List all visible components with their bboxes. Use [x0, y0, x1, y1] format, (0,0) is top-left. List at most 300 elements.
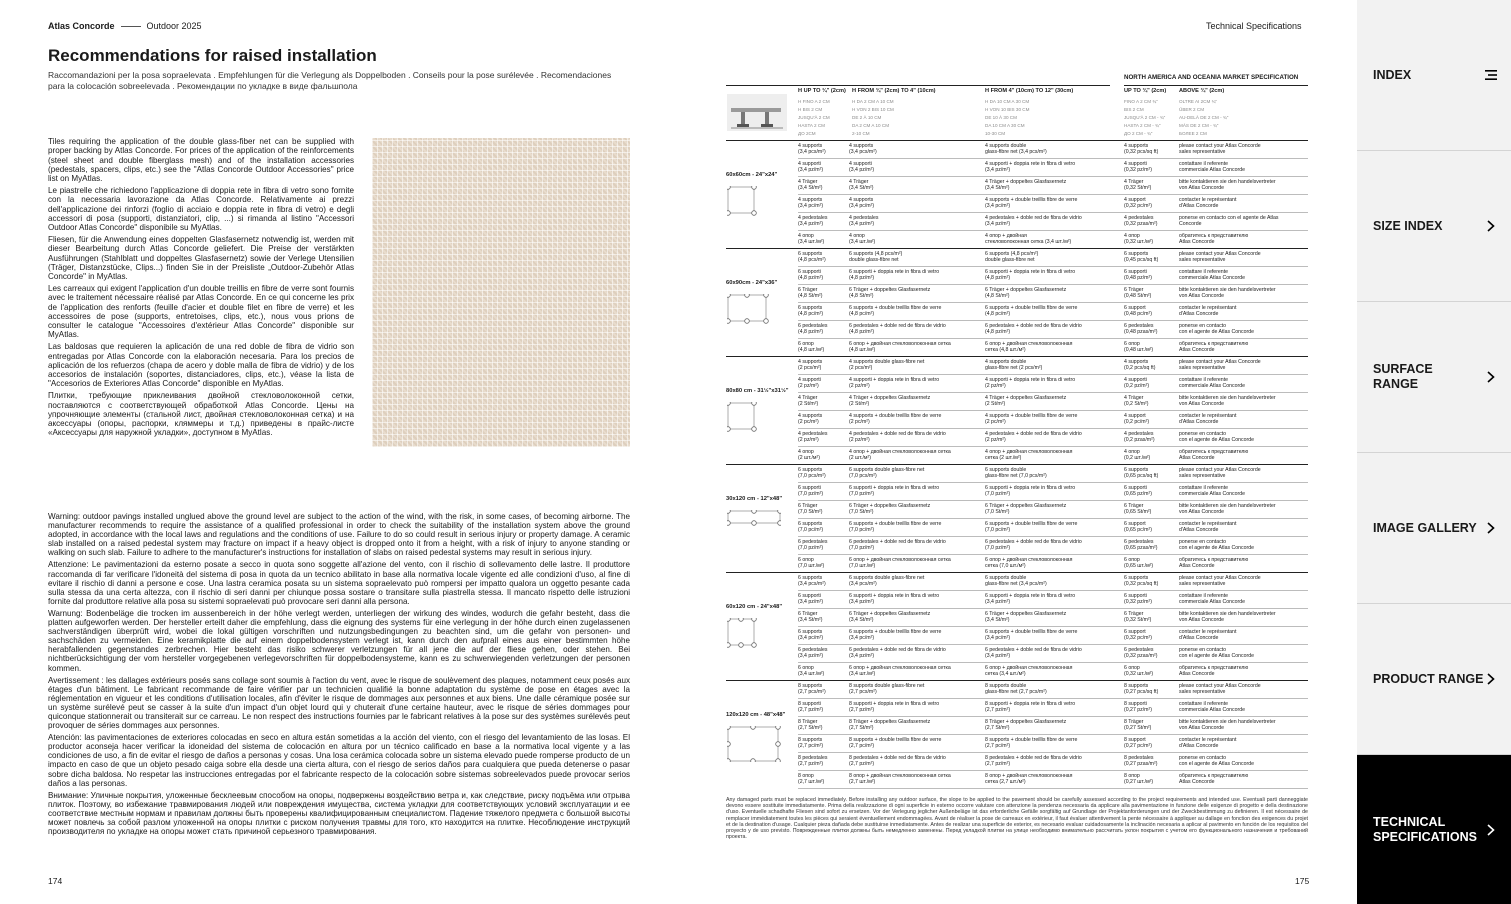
- spec-cell: please contact your Atlas Concorde sales representative: [1179, 143, 1261, 156]
- spec-cell: 6 опор (7,0 шт./м²): [798, 557, 825, 570]
- spec-cell: обратитесь к представителю Atlas Concorde: [1179, 233, 1249, 246]
- spec-cell: 6 pedestales (0,32 pzas/m²): [1124, 647, 1158, 660]
- spec-row: [798, 357, 1308, 375]
- spec-cell: 6 supports (0,65 pcs/sq ft): [1124, 467, 1159, 480]
- spec-cell: 6 supports + double treillis fibre de verre (7,0 pc/m²): [849, 521, 942, 534]
- spec-cell: 6 supporti (0,48 pz/m²): [1124, 269, 1152, 282]
- collection-name: Outdoor 2025: [146, 21, 202, 31]
- height-label: HASTA 2 CM - ¾": [1124, 123, 1161, 128]
- spec-group: [726, 356, 1308, 464]
- col-header-3: H FROM 4" (10cm) TO 12" (30cm): [985, 88, 1074, 94]
- spec-cell: 6 supports (7,0 pcs/m²): [798, 467, 826, 480]
- spec-row: [798, 663, 1308, 681]
- spec-cell: 4 Träger + doppeltes Glasfasernetz (3,4 St/m²): [985, 179, 1067, 192]
- height-label: H DA 2 CM A 10 CM: [852, 99, 894, 104]
- spec-cell: 6 Träger + doppeltes Glasfasernetz (4,8 St/m²): [849, 287, 931, 300]
- spec-cell: 6 Träger + doppeltes Glasfasernetz (3,4 St/m²): [849, 611, 931, 624]
- spec-group: [726, 572, 1308, 680]
- spec-row: [798, 645, 1308, 663]
- spec-row: [798, 519, 1308, 537]
- tile-size-label: 60x90cm - 24"x36": [726, 280, 778, 286]
- spec-cell: 4 supports (3,4 pc/m²): [798, 197, 824, 210]
- recommendation-en: Tiles requiring the application of the double glass-fiber net can be supplied with proper backing by Atlas Concorde. For prices of the application of the reinforcements (steel sheet and double fiberglass mesh) and of the installation accessories (pedestals, spacers, clips, etc.) see the "Atlas Concorde Outdoor Accessories" price list on MyAtlas.: [48, 137, 354, 184]
- spec-cell: 6 supports + double treillis fibre de verre (4,8 pc/m²): [985, 305, 1078, 318]
- pedestal-layout-icon: [727, 726, 781, 762]
- spec-cell: 6 опор (4,8 шт./м²): [798, 341, 825, 354]
- spec-cell: 8 Träger + doppeltes Glasfasernetz (2,7 St/m²): [985, 719, 1067, 732]
- spec-cell: 6 supports (4,8 pc/m²): [798, 305, 824, 318]
- col-header-4: UP TO ¾" (2cm): [1124, 88, 1167, 94]
- page-number-left: 174: [48, 876, 63, 886]
- spec-row: [798, 681, 1308, 699]
- spec-cell: 6 supports double glass-fibre net (7,0 pcs/m²): [985, 467, 1047, 480]
- spec-row: [798, 771, 1308, 789]
- spec-cell: 6 Träger + doppeltes Glasfasernetz (4,8 St/m²): [985, 287, 1067, 300]
- height-label: ДО 2 СМ - ¾": [1124, 131, 1153, 136]
- spec-cell: 4 pedestales (3,4 pz/m²): [849, 215, 879, 228]
- spec-cell: 6 supporti (0,32 pz/m²): [1124, 593, 1152, 606]
- spec-row: [798, 609, 1308, 627]
- spec-cell: 6 supporti + doppia rete in fibra di vetro (4,8 pz/m²): [849, 269, 940, 282]
- spec-cell: contattare il referente commerciale Atlas Concorde: [1179, 485, 1246, 498]
- spec-cell: 6 supports (3,4 pcs/m²): [798, 575, 826, 588]
- spec-row: [798, 465, 1308, 483]
- spec-cell: 6 supporti + doppia rete in fibra di vetro (3,4 pz/m²): [849, 593, 940, 606]
- tile-size-label: 80x80 cm - 31½"x31½": [726, 388, 789, 394]
- na-market-title: NORTH AMERICA AND OCEANIA MARKET SPECIFICATION: [1124, 74, 1299, 81]
- chevron-right-icon: [1485, 673, 1497, 685]
- spec-cell: 6 pedestales (0,65 pzas/m²): [1124, 539, 1158, 552]
- spec-cell: 4 supports (2 pc/m²): [798, 413, 823, 426]
- spec-cell: contattare il referente commerciale Atlas Concorde: [1179, 377, 1246, 390]
- spec-cell: 8 supporti (2,7 pz/m²): [798, 701, 824, 714]
- height-label: ÜBER 2 CM: [1179, 107, 1205, 112]
- height-label: H VON 2 BIS 10 CM: [852, 107, 894, 112]
- spec-row: [798, 249, 1308, 267]
- spec-cell: 6 Träger + doppeltes Glasfasernetz (3,4 St/m²): [985, 611, 1067, 624]
- spec-cell: 4 supporti (3,4 pz/m²): [849, 161, 875, 174]
- warning-ru: Внимание: Уличные покрытия, уложенные бесклеевым способом на опоры, подвержены воздействию ветра и, как следствие, риску подъёма или отрыва плиток. Поэтому, во избежание травмирования людей или повреждения имущества, система укладки для соответствующих условий эксплуатации и ее соответствие местным нормам и правилам должны быть проверены квалифицированным специалистом. Падение тяжелого предмета с большой высоты может повлечь за собой разлом уложенной на опоры плитки с риском получения травмы для того, кто находится на плитке. Несоблюдение инструкций производителя по укладке на опоры может стать причиной серьезного травмирования.: [48, 790, 630, 837]
- spec-cell: 4 pedestales (3,4 pz/m²): [798, 215, 828, 228]
- spec-row: [798, 285, 1308, 303]
- spec-cell: 6 Träger (0,32 St/m²): [1124, 611, 1152, 624]
- warning-it: Attenzione: Le pavimentazioni da esterno posate a secco in quota sono soggette all'azione del vento, con il rischio di sollevamento delle lastre. Il produttore raccomanda di far verificare l'idoneità del sistema di posa in quota da un tecnico abilitato in base alla normativa locale vigente ed alle condizioni d'uso, al fine di evitare il rischio di danni a persone e cose. Una lastra ceramica posata su un sistema sopraelevato può rompersi per impatto qualora un oggetto pesante cada sulla stessa da una certa altezza, con il rischio di seri danni per chiunque possa sostare o transitare sulla piastrella stessa. Il mancato rispetto delle istruzioni fornite dal produttore relative alla posa su sistemi sopraelevati può provocare seri danni alla persona.: [48, 560, 630, 606]
- chevron-right-icon: [1485, 371, 1497, 383]
- spec-row: [798, 735, 1308, 753]
- spec-cell: 6 support (0,32 pc/m²): [1124, 629, 1152, 642]
- spec-notes: Any damaged parts must be replaced immediately. Before installing any outdoor surface, the slope to be applied to the pavement should be carefully assessed according to the project requirements and intended use. Eventuali parti danneggiate devono essere sostituite immediatamente. Prima della realizzazione di ogni superficie in esterno occorre valutare con attenzione la pendenza necessaria da applicare alla pavimentazione in funzione delle esigenze di progetto e della destinazione d'uso. Eventuelle schadhafte Fliesen sind sofort zu ersetzen. Vor der Verlegung jeglicher Außenbeläge ist das erforderliche Gefälle sorgfältig auf Grundlage der Projektanforderungen und der Zweckbestimmung zu definieren. Il est nécessaire de remplacer immédiatement toutes les pièces qui seraient éventuellement endommagées. Avant de réaliser la pose de carreaux en extérieur, il faut évaluer attentivement la pente nécessaire à appliquer au dallage en fonction des exigences du projet et de la destination d'usage. Cualquier pieza dañada debe sustituirse inmediatamente. Antes de realizar una superficie de exterior, es necesario evaluar cuidadosamente la inclinación necesaria a aplicar al pavimento en función de los requisitos del proyecto y de uso previsto. Поврежденные плитки должны быть немедленно заменены. Перед укладкой плитки на улице необходимо внимательно рассчитать уклон покрытия с учетом его функционального назначения и требований проекта.: [726, 797, 1308, 841]
- spec-cell: 8 pedestales + doble red de fibra de vidrio (2,7 pz/m²): [985, 755, 1082, 768]
- warning-es: Atención: las pavimentaciones de exteriores colocadas en seco en altura están sometidas a la acción del viento, con el riesgo del levantamiento de las losas. El productor aconseja hacer verificar la idoneidad del sistema de colocación en altura por un técnico calificado en base a la normativa local vigente y a las condiciones de uso, a fin de evitar el riesgo de daños a personas y cosas. Una losa cerámica colocada sobre un sistema elevado puede romperse producto de un impacto en caso de que un objeto pesado caiga sobre ella desde una cierta altura, con el riesgo de serios daños para cualquiera que pueda detenerse o pasar sobre dicha baldosa. No respetar las instrucciones entregadas por el fabricante respecto de la colocación sobre sistemas sobreelevados puede provocar serios daños a las personas.: [48, 733, 630, 788]
- spec-cell: 4 pedestales + doble red de fibra de vidrio (2 pz/m²): [985, 431, 1082, 444]
- spec-cell: 6 pedestales + doble red de fibra de vidrio (3,4 pz/m²): [985, 647, 1082, 660]
- height-label: BIS 2 CM: [1124, 107, 1144, 112]
- spec-cell: bitte kontaktieren sie den handelsvertreter von Atlas Concorde: [1179, 287, 1276, 300]
- nav-item-size-index[interactable]: [1357, 151, 1511, 302]
- spec-cell: 6 supports double glass-fibre net (7,0 pcs/m²): [849, 467, 925, 480]
- chevron-right-icon: [1485, 522, 1497, 534]
- spec-cell: 4 Träger (0,32 St/m²): [1124, 179, 1152, 192]
- spec-cell: contattare il referente commerciale Atlas Concorde: [1179, 269, 1246, 282]
- spec-cell: 4 supports (3,4 pcs/m²): [849, 143, 877, 156]
- nav-label-image-gallery: IMAGE GALLERY: [1373, 520, 1477, 535]
- spec-cell: 8 support (0,27 pc/m²): [1124, 737, 1152, 750]
- spec-cell: contacter le représentant d'Atlas Concorde: [1179, 197, 1237, 210]
- spec-cell: 8 supports double glass-fibre net (2,7 pcs/m²): [849, 683, 925, 696]
- spec-cell: 4 supports (0,32 pcs/sq ft): [1124, 143, 1159, 156]
- spec-row: [798, 303, 1308, 321]
- pedestal-layout-icon: [727, 186, 781, 222]
- spec-cell: 6 Träger (4,8 St/m²): [798, 287, 823, 300]
- spec-group: [726, 680, 1308, 788]
- spec-row: [798, 447, 1308, 465]
- spec-cell: 4 Träger (3,4 St/m²): [798, 179, 823, 192]
- spec-cell: ponerse en contacto con el agente de Atlas Concorde: [1179, 755, 1254, 768]
- spec-cell: 4 pedestales (0,2 pzas/m²): [1124, 431, 1155, 444]
- nav-item-index[interactable]: [1357, 0, 1511, 151]
- height-label: H DA 10 CM A 30 CM: [985, 99, 1030, 104]
- pedestal-layout-icon: [727, 618, 781, 654]
- raised-floor-diagram-icon: [727, 94, 787, 131]
- spec-cell: 4 supports + double treillis fibre de verre (2 pc/m²): [849, 413, 942, 426]
- spec-row: [798, 483, 1308, 501]
- spec-cell: please contact your Atlas Concorde sales representative: [1179, 467, 1261, 480]
- spec-cell: ponerse en contacto con el agente de Atlas Concorde: [1179, 647, 1254, 660]
- spec-cell: 8 опор (2,7 шт./м²): [798, 773, 825, 786]
- spec-cell: ponerse en contacto con el agente de Atlas Concorde: [1179, 539, 1254, 552]
- left-page: [0, 0, 680, 904]
- spec-cell: 4 supports double glass-fibre net (3,4 pcs/m²): [985, 143, 1047, 156]
- spec-cell: 6 pedestales + doble red de fibra de vidrio (4,8 pz/m²): [849, 323, 946, 336]
- spec-cell: 6 supporti (4,8 pz/m²): [798, 269, 824, 282]
- height-label: OLTRE AI 2CM ¾": [1179, 99, 1218, 104]
- spec-cell: 6 pedestales + doble red de fibra de vidrio (4,8 pz/m²): [985, 323, 1082, 336]
- spec-cell: 4 pedestales + doble red de fibra de vidrio (2 pz/m²): [849, 431, 946, 444]
- spec-cell: 4 supporti (3,4 pz/m²): [798, 161, 824, 174]
- spec-cell: bitte kontaktieren sie den handelsvertreter von Atlas Concorde: [1179, 719, 1276, 732]
- spec-cell: 4 supports (0,2 pcs/sq ft): [1124, 359, 1156, 372]
- spec-cell: 6 supporti (0,65 pz/m²): [1124, 485, 1152, 498]
- col-header-2: H FROM ¾" (2cm) TO 4" (10cm): [852, 88, 936, 94]
- recommendation-de: Fliesen, für die Anwendung eines doppelten Glasfasernetz notwendig ist, werden mit dieser Bearbeitung durch Atlas Concorde geliefert. Die Preise der verstärkten Ausführungen (Stahlblatt und doppeltes Glasfasernetz) sowie der Verlege Utensilien (Träger, Distanzstücke, Clips...) finden Sie in der Preisliste „Outdoor-Zubehör Atlas Concorde" in MyAtlas.: [48, 234, 354, 282]
- spec-cell: 4 опор + двойная стекловолоконная сетка (3,4 шт./м²): [985, 233, 1072, 246]
- spec-row: [798, 339, 1308, 357]
- col-header-5: ABOVE ¾" (2cm): [1179, 88, 1225, 94]
- spec-cell: обратитесь к представителю Atlas Concorde: [1179, 557, 1249, 570]
- spec-cell: contacter le représentant d'Atlas Concorde: [1179, 737, 1237, 750]
- height-label: JUSQU'À 2 CM: [798, 115, 830, 120]
- spec-cell: 6 опор + двойная стекловолоконная сетка (3,4 шт./м²): [985, 665, 1073, 678]
- spec-cell: 6 pedestales (0,48 pzas/m²): [1124, 323, 1158, 336]
- spec-cell: bitte kontaktieren sie den handelsvertreter von Atlas Concorde: [1179, 503, 1276, 516]
- spec-cell: 6 supports (4,8 pcs/m²): [798, 251, 826, 264]
- spec-cell: 6 supports + double treillis fibre de verre (4,8 pc/m²): [849, 305, 942, 318]
- spec-cell: 4 опор + двойная стекловолоконная сетка (2 шт./м²): [985, 449, 1073, 462]
- spec-cell: 4 supporti + doppia rete in fibra di vetro (3,4 pz/m²): [985, 161, 1076, 174]
- recommendation-ru: Плитки, требующие приклеивания двойной стекловолоконной сетки, поставляются с соответствующей обработкой Atlas Concorde. Цены на упрочняющие элементы (стальной лист, двойная стекловолоконная сетка) и на аксессуары (опоры, распорки, кляммеры и т.д.) приведены в прайс-листе «Аксессуары для наружной укладки», доступном в MyAtlas.: [48, 391, 354, 438]
- spec-cell: 6 supporti (7,0 pz/m²): [798, 485, 824, 498]
- running-header: [48, 21, 202, 31]
- spec-cell: 6 опор + двойная стекловолоконная сетка (7,0 шт./м²): [849, 557, 951, 570]
- spec-cell: 6 supports (4,8 pcs/m²) double glass-fibre net: [985, 251, 1039, 264]
- nav-label-technical-specifications: TECHNICAL SPECIFICATIONS: [1373, 814, 1477, 844]
- spec-cell: 6 опор (0,65 шт./м²): [1124, 557, 1154, 570]
- nav-item-technical-specifications[interactable]: [1357, 755, 1511, 904]
- spec-group: [726, 140, 1308, 248]
- spec-row: [798, 159, 1308, 177]
- spec-cell: 6 support (0,65 pc/m²): [1124, 521, 1152, 534]
- spec-cell: 4 опор + двойная стекловолоконная сетка (2 шт./м²): [849, 449, 951, 462]
- spec-cell: 6 supports (7,0 pc/m²): [798, 521, 824, 534]
- height-label: JUSQU'À 2 CM - ¾": [1124, 115, 1166, 120]
- spec-row: [798, 195, 1308, 213]
- spec-cell: 6 supports (4,8 pcs/m²) double glass-fibre net: [849, 251, 903, 264]
- spec-cell: 6 pedestales + doble red de fibra de vidrio (7,0 pz/m²): [985, 539, 1082, 552]
- menu-icon: [1485, 69, 1497, 81]
- pedestal-layout-icon: [727, 510, 781, 546]
- spec-cell: 4 Träger + doppeltes Glasfasernetz (2 St/m²): [985, 395, 1067, 408]
- spec-cell: 4 Träger (3,4 St/m²): [849, 179, 874, 192]
- spec-cell: 8 supporti + doppia rete in fibra di vetro (2,7 pz/m²): [849, 701, 940, 714]
- spec-cell: 4 supporti (2 pz/m²): [798, 377, 821, 390]
- spec-cell: 6 supporti + doppia rete in fibra di vetro (3,4 pz/m²): [985, 593, 1076, 606]
- spec-row: [798, 573, 1308, 591]
- spec-cell: 4 опор (0,32 шт./м²): [1124, 233, 1154, 246]
- spec-cell: 8 pedestales (2,7 pz/m²): [798, 755, 828, 768]
- spec-cell: bitte kontaktieren sie den handelsvertreter von Atlas Concorde: [1179, 611, 1276, 624]
- spec-cell: 4 supports + double treillis fibre de verre (2 pc/m²): [985, 413, 1078, 426]
- spec-cell: 4 supporti + doppia rete in fibra di vetro (2 pz/m²): [985, 377, 1076, 390]
- spec-cell: 6 supports (3,4 pc/m²): [798, 629, 824, 642]
- spec-row: [798, 213, 1308, 231]
- spec-cell: 6 pedestales + doble red de fibra de vidrio (7,0 pz/m²): [849, 539, 946, 552]
- spec-row: [798, 393, 1308, 411]
- spec-cell: 6 supporti (3,4 pz/m²): [798, 593, 824, 606]
- height-label: MÁS DE 2 CM - ¾": [1179, 123, 1219, 128]
- spec-cell: 6 Träger + doppeltes Glasfasernetz (7,0 St/m²): [985, 503, 1067, 516]
- spec-cell: 6 supporti + doppia rete in fibra di vetro (7,0 pz/m²): [985, 485, 1076, 498]
- spec-cell: 4 опор (3,4 шт./м²): [798, 233, 825, 246]
- spec-row: [798, 627, 1308, 645]
- height-label: БОЛЕЕ 2 СМ: [1179, 131, 1207, 136]
- spec-cell: 8 supports (2,7 pcs/m²): [798, 683, 826, 696]
- spec-cell: 4 supports (3,4 pcs/m²): [798, 143, 826, 156]
- na-rule: [1124, 85, 1308, 86]
- spec-cell: contacter le représentant d'Atlas Concorde: [1179, 629, 1237, 642]
- tile-size-label: 60x60cm - 24"x24": [726, 172, 778, 178]
- spec-cell: обратитесь к представителю Atlas Concorde: [1179, 773, 1249, 786]
- pedestal-layout-icon: [727, 294, 781, 330]
- spec-row: [798, 753, 1308, 771]
- spec-row: [798, 411, 1308, 429]
- spec-cell: contattare il referente commerciale Atlas Concorde: [1179, 593, 1246, 606]
- brand-name: Atlas Concorde: [48, 21, 115, 31]
- spec-cell: contacter le représentant d'Atlas Concorde: [1179, 305, 1237, 318]
- height-label: H VON 10 BIS 30 CM: [985, 107, 1030, 112]
- spec-cell: 6 Träger (3,4 St/m²): [798, 611, 823, 624]
- spec-cell: 4 supporti (0,2 pz/m²): [1124, 377, 1150, 390]
- height-label: DA 10 CM A 30 CM: [985, 123, 1025, 128]
- spec-cell: 6 supports double glass-fibre net (3,4 pcs/m²): [849, 575, 925, 588]
- spec-cell: обратитесь к представителю Atlas Concorde: [1179, 341, 1249, 354]
- spec-cell: 4 supports (3,4 pc/m²): [849, 197, 875, 210]
- spec-cell: 4 supporti + doppia rete in fibra di vetro (2 pz/m²): [849, 377, 940, 390]
- spec-cell: 8 опор (0,27 шт./м²): [1124, 773, 1154, 786]
- nav-item-surface-range[interactable]: [1357, 302, 1511, 453]
- spec-cell: 4 supports (2 pcs/m²): [798, 359, 823, 372]
- spec-cell: 6 опор + двойная стекловолоконная сетка (3,4 шт./м²): [849, 665, 951, 678]
- spec-cell: 4 supports + double treillis fibre de verre (3,4 pc/m²): [985, 197, 1078, 210]
- spec-cell: contattare il referente commerciale Atlas Concorde: [1179, 701, 1246, 714]
- nav-label-product-range: PRODUCT RANGE: [1373, 671, 1484, 686]
- tile-size-label: 30x120 cm - 12"x48": [726, 496, 783, 502]
- spec-cell: 4 Träger (2 St/m²): [798, 395, 819, 408]
- spec-cell: 6 Träger (0,65 St/m²): [1124, 503, 1152, 516]
- warning-de: Warnung: Bodenbeläge die trocken im aussenbereich in der höhe verlegt werden, unterliegen der wirkung des windes, wodurch die gefahr besteht, dass die platten aufgeworfen werden. Der hersteller erteilt daher die empfehlung, dass die eignung des systems für eine verlegung in der höhe durch einen zugelassenen sachverständigen überprüft wird, wobei die lokal gültigen vorschriften und nutzungsbedingungen zu beachten sind, um die gefahr von personen- und sachschäden zu vermeiden. Eine keramikplatte die auf einem doppelbodensystem verlegt ist, kann durch den aufprall eines aus einer bestimmten höhe herabfallenden gegenstandes zerbrechen. Hier besteht das risiko schwerer verletzungen für all jene die auf der fliese gehen, oder stehen. Bei nichtberücksichtigung der vom hersteller vorgegebenen verlegevorschriften für doppelbodensysteme, kann es zu schwerwiegenden verletzungen der personen kommen.: [48, 608, 630, 673]
- spec-cell: 6 Träger + doppeltes Glasfasernetz (7,0 St/m²): [849, 503, 931, 516]
- height-label: H BIS 2 CM: [798, 107, 823, 112]
- recommendations-text: [48, 137, 354, 440]
- height-label: 10-30 СМ: [985, 131, 1006, 136]
- spec-cell: 4 pedestales + doble red de fibra de vidrio (3,4 pz/m²): [985, 215, 1082, 228]
- height-label: FINO A 2 CM ¾": [1124, 99, 1158, 104]
- spec-cell: 6 опор + двойная стекловолоконная сетка (7,0 шт./м²): [985, 557, 1073, 570]
- spec-cell: 6 supports + double treillis fibre de verre (7,0 pc/m²): [985, 521, 1078, 534]
- spec-cell: 8 опор + двойная стекловолоконная сетка (2,7 шт./м²): [985, 773, 1073, 786]
- spec-cell: 6 supporti + doppia rete in fibra di vetro (7,0 pz/m²): [849, 485, 940, 498]
- spec-cell: contattare il referente commerciale Atlas Concorde: [1179, 161, 1246, 174]
- height-label: DE 2 À 10 CM: [852, 115, 882, 120]
- spec-cell: 6 supporti + doppia rete in fibra di vetro (4,8 pz/m²): [985, 269, 1076, 282]
- nav-label-size-index: SIZE INDEX: [1373, 218, 1443, 233]
- warnings-text: [48, 512, 630, 839]
- spec-cell: 6 pedestales (7,0 pz/m²): [798, 539, 828, 552]
- spec-cell: 4 supports double glass-fibre net (2 pcs/m²): [985, 359, 1043, 372]
- recommendation-it: Le piastrelle che richiedono l'applicazione di doppia rete in fibra di vetro sono fornite con la necessaria lavorazione da Atlas Concorde. Relativamente ai prezzi dell'applicazione dei rinforzi (foglio di acciaio e doppia rete in fibra di vetro) e degli accessori di posa (supporti, distanziatori, clip, ...) si rimanda al listino "Accessori Outdoor Atlas Concorde" disponibile su MyAtlas.: [48, 185, 354, 233]
- warning-en: Warning: outdoor pavings installed unglued above the ground level are subject to the action of the wind, with the risk, in some cases, of becoming airborne. The manufacturer recommends to require the assistance of a qualified professional in order to check the suitability of the installation system above the ground adopted, in accordance with the local laws and regulations and the conditions of use. Failure to do so could result in serious injury or property damage. A ceramic slab installed on a raised pedestal system may fracture on impact if a heavy object is dropped onto it from a height, with a risk of injury to anyone standing or walking on such slab. Failure to adhere to the manufacturer's instructions for installation of slabs on raised pedestal systems may result in serious injury.: [48, 512, 630, 558]
- spec-cell: contacter le représentant d'Atlas Concorde: [1179, 521, 1237, 534]
- spec-group: [726, 248, 1308, 356]
- spec-cell: 6 supports (0,32 pcs/sq ft): [1124, 575, 1159, 588]
- spec-cell: 4 pedestales (2 pz/m²): [798, 431, 828, 444]
- spec-cell: 4 Träger (0,2 St/m²): [1124, 395, 1149, 408]
- spec-cell: bitte kontaktieren sie den handelsvertreter von Atlas Concorde: [1179, 179, 1276, 192]
- spec-cell: 4 опор (2 шт./м²): [798, 449, 820, 462]
- spec-cell: 4 pedestales (0,32 pzas/m²): [1124, 215, 1158, 228]
- spec-cell: ponerse en contacto con el agente de Atlas Concorde: [1179, 215, 1279, 228]
- spec-group: [726, 464, 1308, 572]
- spec-cell: 8 Träger (0,27 St/m²): [1124, 719, 1152, 732]
- spec-cell: please contact your Atlas Concorde sales representative: [1179, 251, 1261, 264]
- spec-cell: 6 supports double glass-fibre net (3,4 pcs/m²): [985, 575, 1047, 588]
- page-number-right: 175: [1295, 876, 1310, 886]
- spec-cell: 8 опор + двойная стекловолоконная сетка (2,7 шт./м²): [849, 773, 951, 786]
- spec-cell: please contact your Atlas Concorde sales representative: [1179, 575, 1261, 588]
- spec-cell: 4 опор (3,4 шт./м²): [849, 233, 876, 246]
- spec-row: [798, 267, 1308, 285]
- spec-cell: 8 supports + double treillis fibre de verre (2,7 pc/m²): [985, 737, 1078, 750]
- top-rule: [726, 85, 1110, 86]
- height-label: DE 10 À 30 CM: [985, 115, 1017, 120]
- spec-cell: 8 Träger (2,7 St/m²): [798, 719, 823, 732]
- spec-cell: ponerse en contacto con el agente de Atlas Concorde: [1179, 323, 1254, 336]
- spec-row: [798, 501, 1308, 519]
- spec-cell: 8 supports + double treillis fibre de verre (2,7 pc/m²): [849, 737, 942, 750]
- spec-cell: обратитесь к представителю Atlas Concorde: [1179, 449, 1249, 462]
- spec-cell: 6 опор + двойная стекловолоконная сетка (4,8 шт./м²): [985, 341, 1073, 354]
- spec-row: [798, 177, 1308, 195]
- spec-cell: contacter le représentant d'Atlas Concorde: [1179, 413, 1237, 426]
- spec-cell: обратитесь к представителю Atlas Concorde: [1179, 665, 1249, 678]
- spec-cell: please contact your Atlas Concorde sales representative: [1179, 683, 1261, 696]
- height-label: 2-10 СМ: [852, 131, 870, 136]
- page-title: Recommendations for raised installation: [48, 46, 377, 65]
- spec-cell: please contact your Atlas Concorde sales representative: [1179, 359, 1261, 372]
- spec-table: [726, 72, 1308, 788]
- spec-cell: 6 Träger (7,0 St/m²): [798, 503, 823, 516]
- pedestal-layout-icon: [727, 402, 781, 438]
- spec-cell: 4 supporti (0,32 pz/m²): [1124, 161, 1152, 174]
- spec-cell: 8 pedestales (0,27 pzas/m²): [1124, 755, 1158, 768]
- nav-label-surface-range: SURFACE RANGE: [1373, 362, 1433, 391]
- nav-item-product-range[interactable]: [1357, 604, 1511, 755]
- tile-texture-image: [372, 138, 630, 447]
- chevron-right-icon: [1485, 220, 1497, 232]
- spec-cell: 4 опор (0,2 шт./м²): [1124, 449, 1151, 462]
- tile-size-label: 120x120 cm - 48"x48": [726, 712, 786, 718]
- spec-cell: ponerse en contacto con el agente de Atlas Concorde: [1179, 431, 1254, 444]
- chevron-right-icon: [1485, 824, 1497, 836]
- spec-cell: 4 supports double glass-fibre net (2 pcs/m²): [849, 359, 925, 372]
- spec-cell: 6 pedestales (4,8 pz/m²): [798, 323, 828, 336]
- recommendation-es: Las baldosas que requieren la aplicación de una red doble de fibra de vidrio son entregadas por Atlas Concorde con la elaboración necesaria. Para los precios de aplicación de los refuerzos (chapa de acero y doble malla de fibra de vidrio) y de los accesorios de instalación (soportes, distanciadores, clips, etc.), véase la lista de "Accesorios de Exteriores Atlas Concorde" disponible en MyAtlas.: [48, 342, 354, 389]
- spec-cell: 6 support (0,48 pc/m²): [1124, 305, 1152, 318]
- spec-row: [798, 141, 1308, 159]
- spec-cell: 8 supports (2,7 pc/m²): [798, 737, 824, 750]
- spec-cell: 8 pedestales + doble red de fibra de vidrio (2,7 pz/m²): [849, 755, 946, 768]
- spec-cell: 6 pedestales (3,4 pz/m²): [798, 647, 828, 660]
- spec-cell: 8 Träger + doppeltes Glasfasernetz (2,7 St/m²): [849, 719, 931, 732]
- page-subtitle: Raccomandazioni per la posa sopraelevata . Empfehlungen für die Verlegung als Doppelboden . Conseils pour la pose surélevée . Recomendaciones para la colocación sobreelevada . Рекомендации по укладке в виде фальшпола: [48, 70, 612, 91]
- spec-cell: 8 supporti (0,27 pz/m²): [1124, 701, 1152, 714]
- spec-cell: 6 supports + double treillis fibre de verre (3,4 pc/m²): [985, 629, 1078, 642]
- spec-cell: 6 supports (0,45 pcs/sq ft): [1124, 251, 1159, 264]
- spec-row: [798, 555, 1308, 573]
- spec-row: [798, 591, 1308, 609]
- nav-item-image-gallery[interactable]: [1357, 453, 1511, 604]
- height-label: HASTA 2 CM: [798, 123, 825, 128]
- nav-label-index: INDEX: [1373, 67, 1412, 82]
- height-label: ДО 2СМ: [798, 131, 816, 136]
- spec-cell: 6 supports + double treillis fibre de verre (3,4 pc/m²): [849, 629, 942, 642]
- spec-cell: 6 Träger (0,48 St/m²): [1124, 287, 1152, 300]
- height-label: AU-DELÀ DE 2 CM - ¾": [1179, 115, 1229, 120]
- spec-cell: 6 опор + двойная стекловолоконная сетка (4,8 шт./м²): [849, 341, 951, 354]
- col-header-1: H UP TO ¾" (2cm): [798, 88, 846, 94]
- spec-cell: 8 supports double glass-fibre net (2,7 pcs/m²): [985, 683, 1047, 696]
- tile-size-label: 60x120 cm - 24"x48": [726, 604, 783, 610]
- spec-row: [798, 375, 1308, 393]
- spec-cell: 8 supporti + doppia rete in fibra di vetro (2,7 pz/m²): [985, 701, 1076, 714]
- spec-cell: 6 опор (0,32 шт./м²): [1124, 665, 1154, 678]
- sidebar-nav: [1357, 0, 1511, 904]
- height-label: H FINO A 2 CM: [798, 99, 830, 104]
- spec-row: [798, 231, 1308, 249]
- header-dash: [121, 26, 141, 27]
- spec-cell: 4 support (0,2 pc/m²): [1124, 413, 1150, 426]
- spec-cell: 4 Träger + doppeltes Glasfasernetz (2 St/m²): [849, 395, 931, 408]
- spec-cell: 6 опор (0,48 шт./м²): [1124, 341, 1154, 354]
